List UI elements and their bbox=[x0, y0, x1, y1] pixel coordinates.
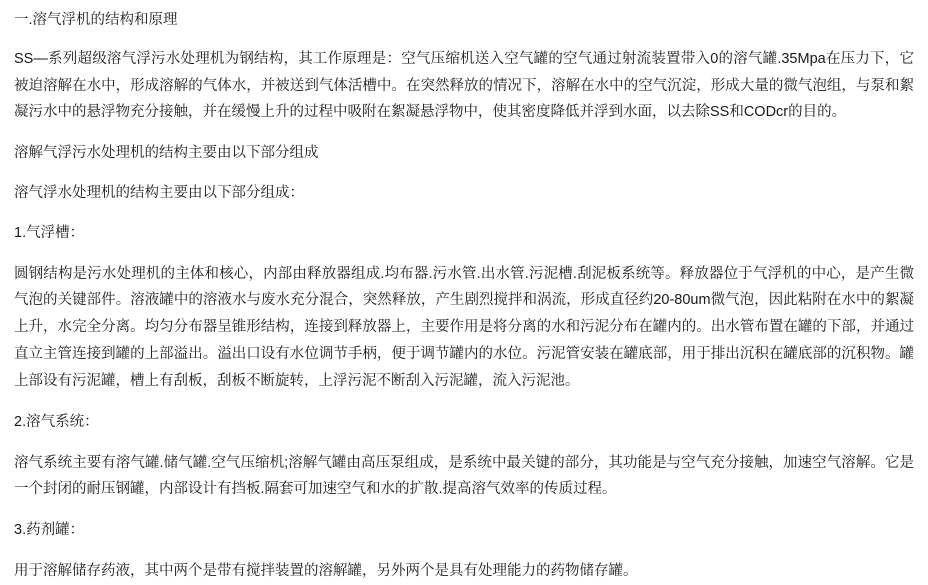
page-title: 一.溶气浮机的结构和原理 bbox=[14, 12, 178, 28]
section-1-title: 1.气浮槽： bbox=[14, 224, 85, 241]
section-3-body: 用于溶解储存药液，其中两个是带有搅拌装置的溶解罐，另外两个是具有处理能力的药物储存罐。 bbox=[14, 562, 638, 579]
intro-paragraph: SS—系列超级溶气浮污水处理机为钢结构，其工作原理是：空气压缩机送入空气罐的空气通过射流装置带入0的溶气罐.35Mpa在压力下，它被迫溶解在水中，形成溶解的气体水，并被送到气体活槽中。在突然释放的情况下，溶解在水中的空气沉淀，形成大量的微气泡组，与泵和絮凝污水中的悬浮物充分接触，并在缓慢上升的过程中吸附在絮凝悬浮物中，使其密度降低并浮到水面，以去除SS和CODcr的目的。 bbox=[14, 50, 914, 121]
section-3-title: 3.药剂罐： bbox=[14, 522, 85, 539]
structure-note: 溶解气浮污水处理机的结构主要由以下部分组成 bbox=[14, 145, 319, 162]
section-2-title: 2.溶气系统： bbox=[14, 413, 99, 430]
structure-note-2: 溶气浮水处理机的结构主要由以下部分组成： bbox=[14, 185, 304, 201]
section-2-body: 溶气系统主要有溶气罐.储气罐.空气压缩机;溶解气罐由高压泵组成，是系统中最关键的部分，其功能是与空气充分接触，加速空气溶解。它是一个封闭的耐压钢罐，内部设计有挡板.隔套可加速空气和水的扩散.提高溶气效率的传质过程。 bbox=[14, 454, 914, 498]
section-1-body: 圆钢结构是污水处理机的主体和核心，内部由释放器组成.均布器.污水管.出水管.污泥槽.刮泥板系统等。释放器位于气浮机的中心，是产生微气泡的关键部件。溶液罐中的溶液水与废水充分混合，突然释放，产生剧烈搅拌和涡流，形成直径约20-80um微气泡，因此粘附在水中的絮凝上升，水完全分离。均匀分布器呈锥形结构，连接到释放器上，主要作用是将分离的水和污泥分布在罐内的。出水管布置在罐的下部，并通过直立主管连接到罐的上部溢出。溢出口设有水位调节手柄，便于调节罐内的水位。污泥管安装在罐底部，用于排出沉积在罐底部的沉积物。罐上部设有污泥罐，槽上有刮板，刮板不断旋转，上浮污泥不断刮入污泥罐，流入污泥池。 bbox=[14, 265, 914, 389]
